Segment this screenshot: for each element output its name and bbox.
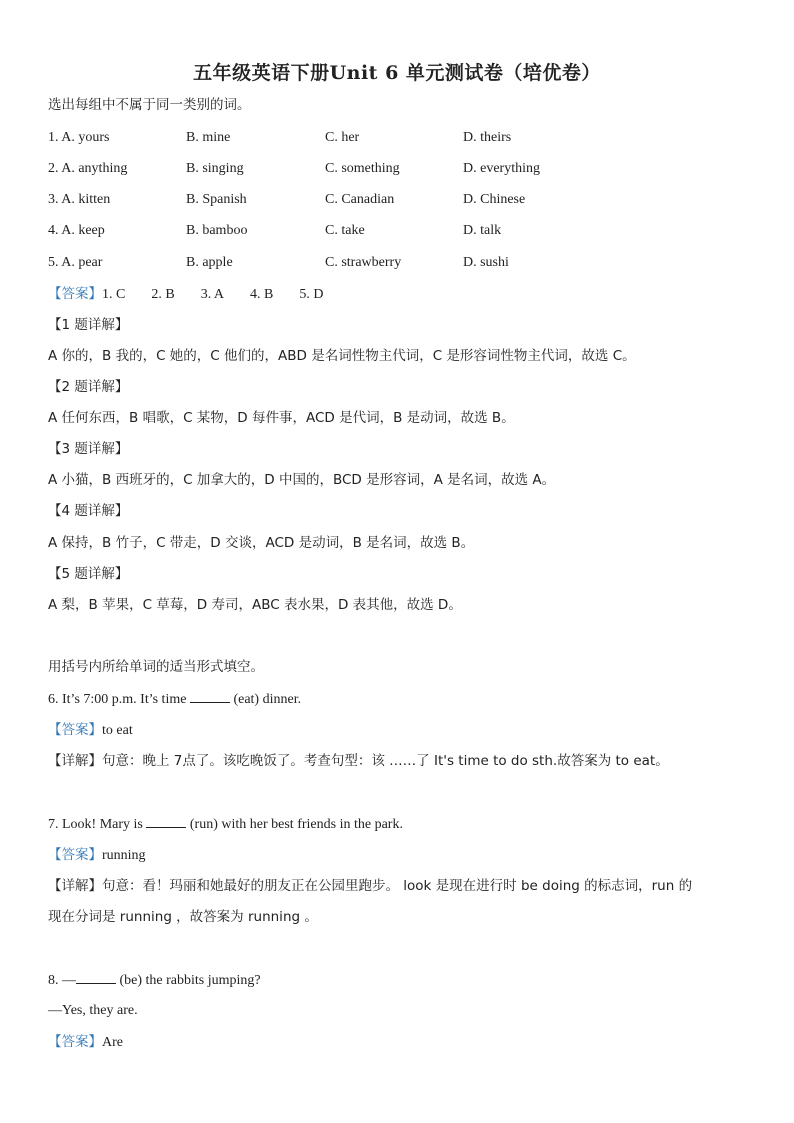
q6-text-pre: 6. It’s 7:00 p.m. It’s time: [48, 692, 187, 707]
option-d: D. Chinese: [463, 192, 526, 207]
question-8: [48, 971, 261, 990]
q7-detail-label: 【详解】: [48, 878, 102, 894]
q8-answer-value: Are: [102, 1035, 123, 1050]
q6-detail: [48, 752, 669, 770]
question-7: [48, 815, 403, 834]
answer-5: 5. D: [299, 287, 324, 302]
q7-text-post: (run) with her best friends in the park.: [189, 817, 403, 832]
option-c: C. her: [325, 130, 360, 145]
option-b: B. Spanish: [186, 192, 247, 207]
section1-instruction: 选出每组中不属于同一类别的词。: [48, 97, 251, 113]
option-b: B. singing: [186, 161, 244, 176]
q7-detail-line2: 现在分词是 running ，故答案为 running 。: [48, 909, 318, 925]
q8-answer-label: 【答案】: [48, 1034, 102, 1050]
detail-1-label: 【1 题详解】: [48, 317, 129, 333]
option-c: C. something: [325, 161, 400, 176]
detail-3-label: 【3 题详解】: [48, 441, 129, 457]
option-a: 2. A. anything: [48, 161, 128, 176]
detail-4-text: A 保持，B 竹子，C 带走，D 交谈，ACD 是动词，B 是名词，故选 B。: [48, 535, 475, 551]
q8-reply: —Yes, they are.: [48, 1003, 138, 1018]
q6-text-post: (eat) dinner.: [233, 692, 302, 707]
answer-3: 3. A: [200, 287, 225, 302]
q7-detail-text-1: 句意：看！玛丽和她最好的朋友正在公园里跑步。 look 是现在进行时 be doing 的标志词，run 的: [102, 878, 693, 894]
option-c: C. Canadian: [325, 192, 395, 207]
q7-answer-label: 【答案】: [48, 847, 102, 863]
q6-answer-label: 【答案】: [48, 722, 102, 738]
detail-2-label: 【2 题详解】: [48, 379, 129, 395]
detail-3-text: A 小猫，B 西班牙的，C 加拿大的，D 中国的，BCD 是形容词，A 是名词，故选 A。: [48, 472, 556, 488]
answers-row: [48, 285, 324, 304]
option-c: C. strawberry: [325, 255, 402, 270]
q8-text-pre: 8. —: [48, 973, 76, 988]
detail-5-label: 【5 题详解】: [48, 566, 129, 582]
option-c: C. take: [325, 223, 365, 238]
option-b: B. apple: [186, 255, 233, 270]
option-d: D. theirs: [463, 130, 512, 145]
option-a: 3. A. kitten: [48, 192, 111, 207]
q6-answer: [48, 721, 133, 740]
q8-answer: [48, 1033, 123, 1052]
q7-blank: [146, 815, 186, 828]
q6-detail-label: 【详解】: [48, 753, 102, 769]
answer-1: 1. C: [102, 287, 126, 302]
detail-1-text: A 你的，B 我的，C 她的，C 他们的，ABD 是名词性物主代词，C 是形容词性物主代词，故选 C。: [48, 348, 636, 364]
option-b: B. bamboo: [186, 223, 248, 238]
q8-text-post: (be) the rabbits jumping?: [119, 973, 261, 988]
option-b: B. mine: [186, 130, 231, 145]
q6-blank: [190, 690, 230, 703]
option-d: D. sushi: [463, 255, 509, 270]
q6-detail-text: 句意：晚上 7点了。该吃晚饭了。考查句型：该 ……了 It's time to do sth.故答案为 to eat。: [102, 753, 669, 769]
detail-4-label: 【4 题详解】: [48, 503, 129, 519]
q6-answer-value: to eat: [102, 723, 133, 738]
section2-instruction: 用括号内所给单词的适当形式填空。: [48, 659, 264, 675]
answer-2: 2. B: [151, 287, 175, 302]
q7-answer-value: running: [102, 848, 146, 863]
question-6: [48, 690, 301, 709]
detail-5-text: A 梨，B 苹果，C 草莓，D 寿司，ABC 表水果，D 表其他，故选 D。: [48, 597, 462, 613]
option-a: 4. A. keep: [48, 223, 105, 238]
option-a: 1. A. yours: [48, 130, 110, 145]
answer-4: 4. B: [250, 287, 274, 302]
option-a: 5. A. pear: [48, 255, 103, 270]
q7-detail-line1: [48, 877, 692, 895]
q8-blank: [76, 971, 116, 984]
answer-label: 【答案】: [48, 286, 102, 302]
q7-answer: [48, 846, 146, 865]
option-d: D. talk: [463, 223, 502, 238]
option-d: D. everything: [463, 161, 540, 176]
q7-text-pre: 7. Look! Mary is: [48, 817, 143, 832]
page-title: 五年级英语下册Unit 6 单元测试卷（培优卷）: [193, 62, 601, 84]
detail-2-text: A 任何东西，B 唱歌，C 某物，D 每件事，ACD 是代词，B 是动词，故选 B。: [48, 410, 515, 426]
